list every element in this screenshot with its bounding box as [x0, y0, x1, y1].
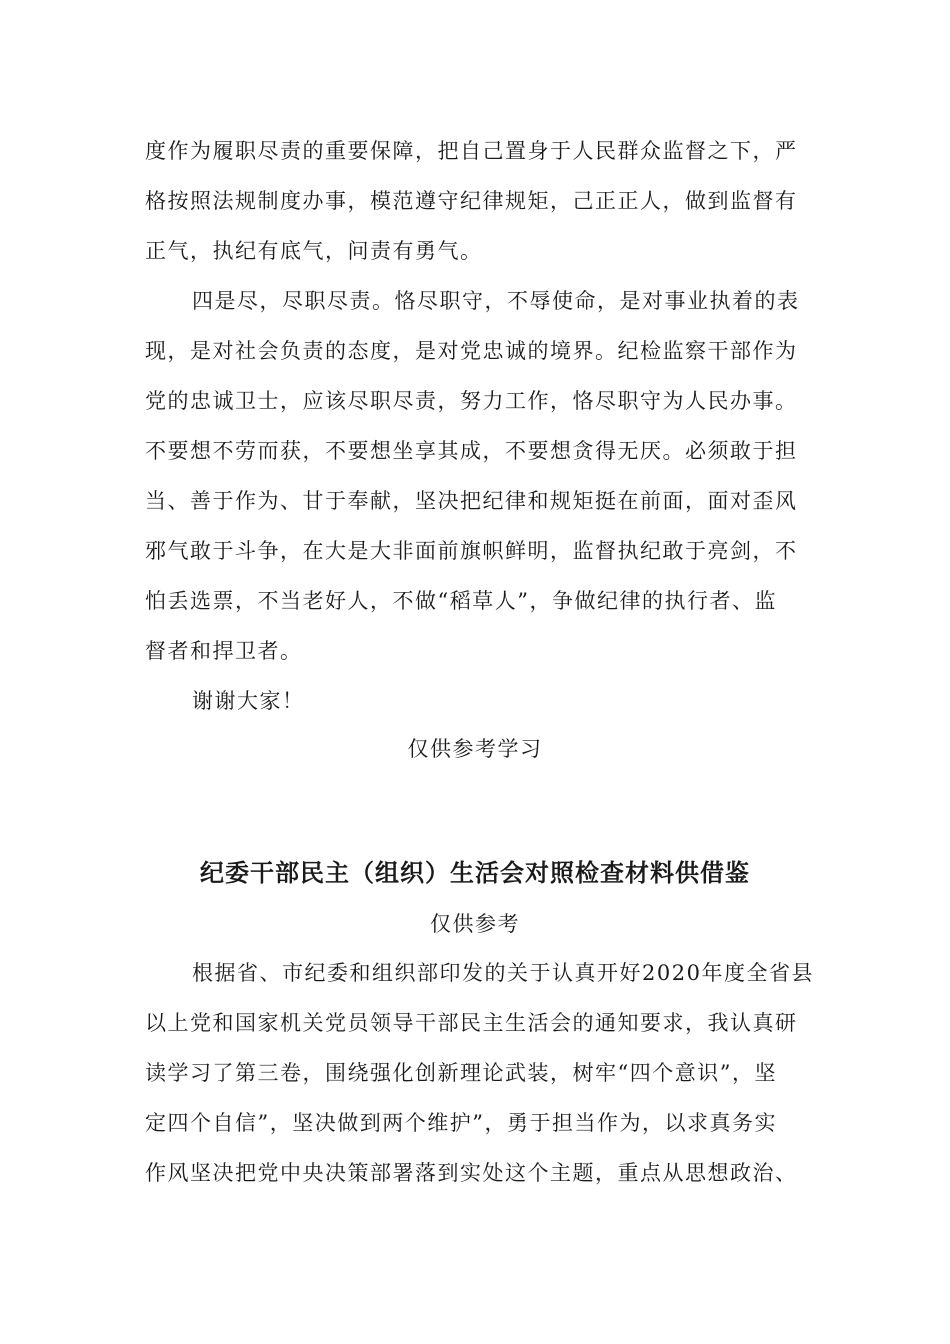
paragraph-line: 督者和捍卫者。 — [145, 639, 303, 663]
paragraph-line: 定四个自信”，坚决做到两个维护”，勇于担当作为，以求真务实 — [145, 1111, 777, 1135]
paragraph-line: 度作为履职尽责的重要保障，把自己置身于人民群众监督之下，严 — [145, 139, 798, 163]
reference-note: 仅供参考学习 — [407, 737, 543, 761]
paragraph-line: 党的忠诚卫士，应该尽职尽责，努力工作，恪尽职守为人民办事。 — [145, 389, 798, 413]
paragraph-line: 现，是对社会负责的态度，是对党忠诚的境界。纪检监察干部作为 — [145, 339, 798, 363]
paragraph-line: 不要想不劳而获，不要想坐享其成，不要想贪得无厌。必须敢于担 — [145, 439, 798, 463]
paragraph-line: 四是尽，尽职尽责。恪尽职守，不辱使命，是对事业执着的表 — [192, 289, 800, 313]
document-subtitle: 仅供参考 — [430, 912, 520, 936]
closing-thanks: 谢谢大家！ — [192, 689, 305, 713]
paragraph-line: 以上党和国家机关党员领导干部民主生活会的通知要求，我认真研 — [145, 1011, 798, 1035]
paragraph-line: 作风坚决把党中央决策部署落到实处这个主题，重点从思想政治、 — [145, 1161, 798, 1185]
paragraph-line: 当、善于作为、甘于奉献，坚决把纪律和规矩挺在前面，面对歪风 — [145, 489, 798, 513]
paragraph-line: 邪气敢于斗争，在大是大非面前旗帜鲜明，监督执纪敢于亮剑，不 — [145, 539, 798, 563]
document-title: 纪委干部民主（组织）生活会对照检查材料供借鉴 — [200, 859, 750, 887]
paragraph-line: 根据省、市纪委和组织部印发的关于认真开好2020年度全省县 — [192, 961, 814, 985]
paragraph-line: 正气，执纪有底气，问责有勇气。 — [145, 239, 483, 263]
paragraph-line: 格按照法规制度办事，模范遵守纪律规矩，己正正人，做到监督有 — [145, 189, 798, 213]
paragraph-line: 怕丢选票，不当老好人，不做“稻草人”，争做纪律的执行者、监 — [145, 589, 777, 613]
paragraph-line: 读学习了第三卷，围绕强化创新理论武装，树牢“四个意识”，坚 — [145, 1061, 777, 1085]
